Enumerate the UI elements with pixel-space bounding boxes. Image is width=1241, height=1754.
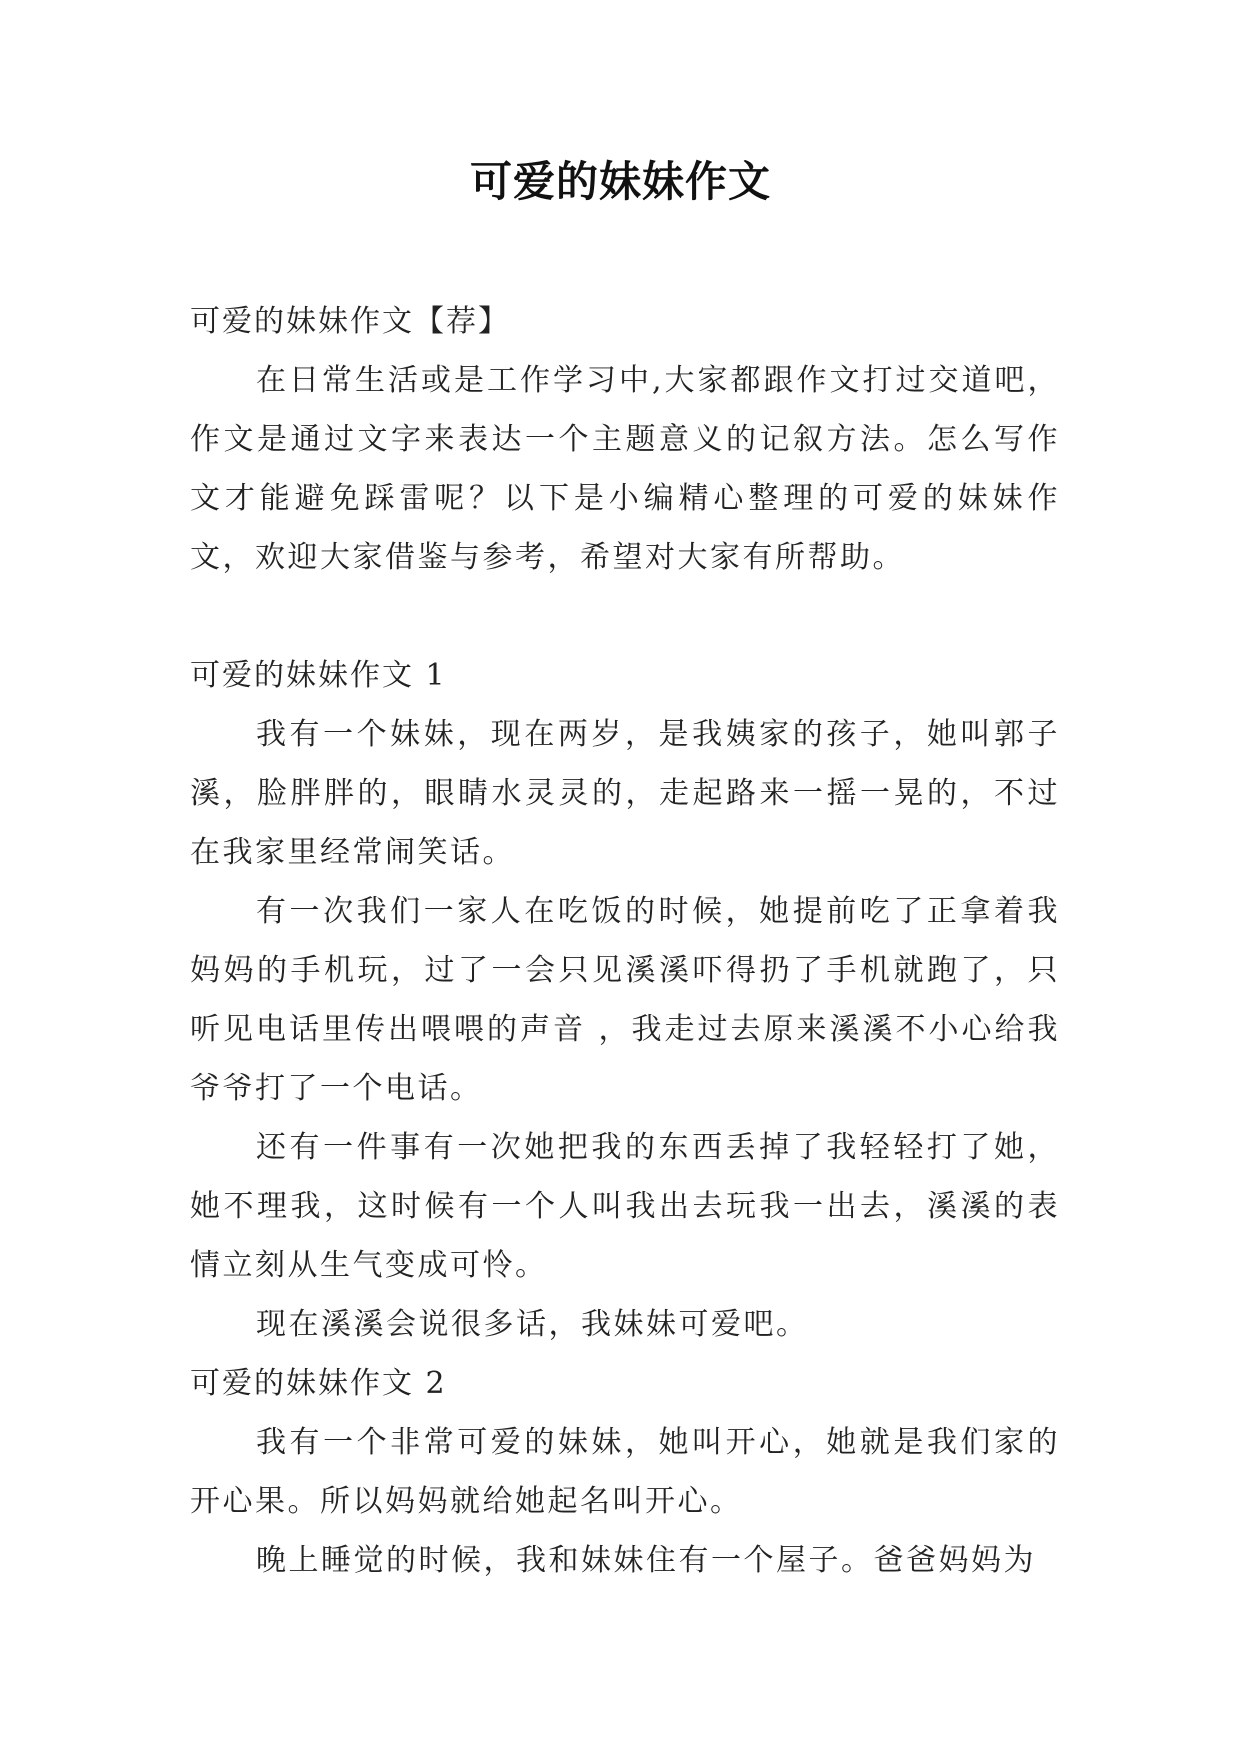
essay1-paragraph-2: 有一次我们一家人在吃饭的时候，她提前吃了正拿着我妈妈的手机玩，过了一会只见溪溪吓得扔了手机就跑了，只听见电话里传出喂喂的声音 ，我走过去原来溪溪不小心给我爷爷打了一个电话。 — [190, 894, 1060, 1106]
document-title: 可爱的妹妹作文 — [469, 157, 771, 206]
essay1-paragraph-1: 我有一个妹妹，现在两岁，是我姨家的孩子，她叫郭子溪，脸胖胖的，眼睛水灵灵的，走起路来一摇一晃的，不过在我家里经常闹笑话。 — [190, 717, 1060, 870]
essay1-paragraph-4: 现在溪溪会说很多话，我妹妹可爱吧。 — [256, 1307, 809, 1342]
essay1-heading: 可爱的妹妹作文 1 — [190, 658, 447, 693]
essay2-paragraph-1: 我有一个非常可爱的妹妹，她叫开心，她就是我们家的开心果。所以妈妈就给她起名叫开心。 — [190, 1425, 1060, 1519]
essay2-paragraph-2: 晚上睡觉的时候，我和妹妹住有一个屋子。爸爸妈妈为 — [256, 1543, 1036, 1578]
document-body — [190, 292, 1060, 1590]
intro-heading: 可爱的妹妹作文【荐】 — [190, 304, 510, 339]
essay1-paragraph-3: 还有一件事有一次她把我的东西丢掉了我轻轻打了她，她不理我，这时候有一个人叫我出去玩我一出去，溪溪的表情立刻从生气变成可怜。 — [190, 1130, 1060, 1283]
section-spacer — [190, 587, 1060, 646]
essay2-heading: 可爱的妹妹作文 2 — [190, 1366, 447, 1401]
intro-paragraph: 在日常生活或是工作学习中,大家都跟作文打过交道吧，作文是通过文字来表达一个主题意义的记叙方法。怎么写作文才能避免踩雷呢？以下是小编精心整理的可爱的妹妹作文，欢迎大家借鉴与参考，希望对大家有所帮助。 — [190, 363, 1060, 575]
